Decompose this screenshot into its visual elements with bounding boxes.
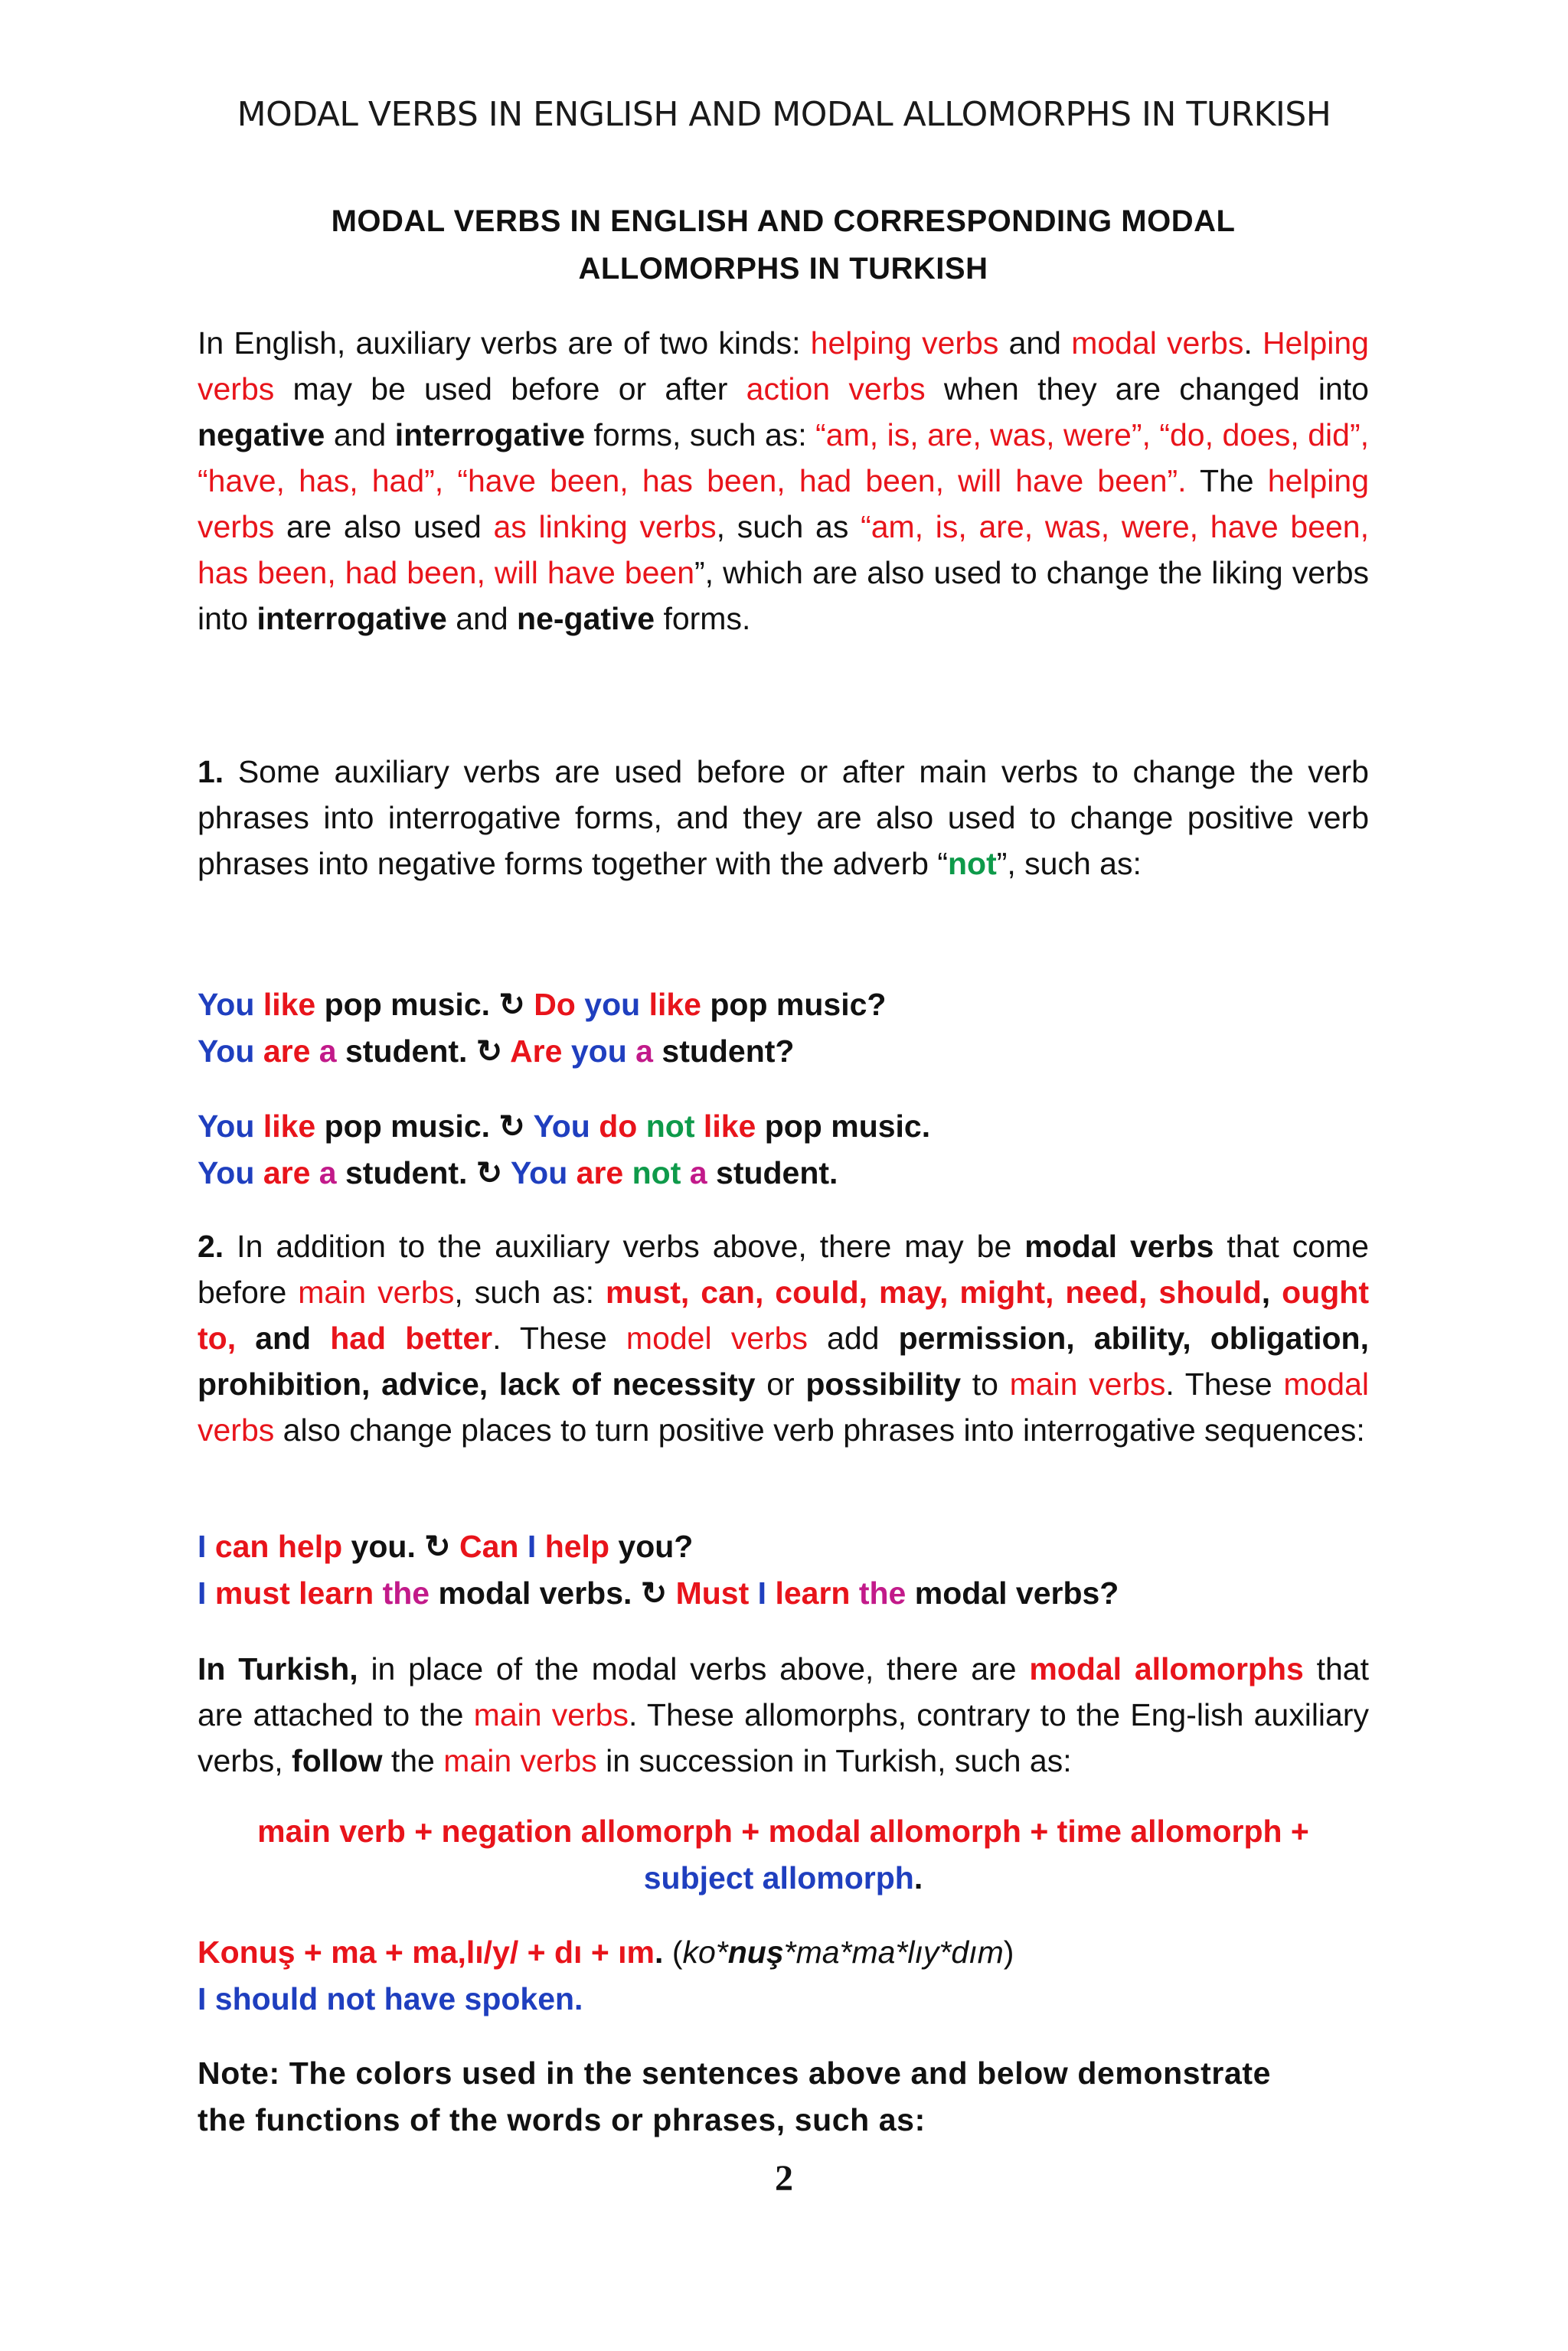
turkish-text: . These allomorphs, contrary to the Eng-lish auxiliary verbs, (198, 1697, 1369, 1778)
example-negation: not (645, 1109, 695, 1144)
term-helping-verbs: helping verbs (198, 463, 1369, 544)
intro-text: when they are changed into (925, 371, 1369, 407)
example-auxiliary: Do (534, 987, 576, 1022)
term-model-verbs: model verbs (626, 1321, 808, 1356)
example-subject: I (198, 1529, 207, 1564)
example-subject: You (198, 1155, 255, 1190)
section-text: , (1261, 1275, 1282, 1310)
example-object: pop music? (710, 987, 887, 1022)
example-article: a (318, 1155, 337, 1190)
example-line (198, 1103, 1369, 1150)
example-article: a (635, 1033, 653, 1069)
turkish-paragraph (198, 1646, 1369, 1784)
example-line (198, 1570, 1369, 1617)
turkish-text: in place of the modal verbs above, there are (358, 1651, 1030, 1687)
section-text: . These (492, 1321, 626, 1356)
term-linking-verbs: as linking verbs (493, 509, 717, 544)
example-verb: like (703, 1109, 756, 1144)
example-verb: are (576, 1155, 624, 1190)
example-subject: I (757, 1575, 767, 1611)
syllable-text: *ma*ma*lıy*dım (783, 1935, 1004, 1970)
term-follow: follow (292, 1743, 383, 1778)
section-text: , such as: (454, 1275, 606, 1310)
turkish-example (198, 1929, 1369, 2023)
title-line-1: MODAL VERBS IN ENGLISH AND CORRESPONDING MODAL (331, 204, 1236, 238)
english-translation: I should not have spoken. (198, 1981, 583, 2016)
intro-text: are also used (274, 509, 494, 544)
example-modal: Can (459, 1529, 519, 1564)
formula-period: . (913, 1860, 923, 1895)
term-main-verbs: main verbs (298, 1275, 455, 1310)
intro-text: and (325, 417, 395, 452)
example-subject: I (527, 1529, 537, 1564)
paren-open: ( (663, 1935, 683, 1970)
example-subject: you (570, 1033, 627, 1069)
intro-text: and (446, 601, 518, 636)
example-verb: help (544, 1529, 609, 1564)
term-helping-verbs: Helping verbs (198, 325, 1369, 407)
turkish-example-line (198, 1929, 1369, 1976)
intro-text: and (998, 325, 1072, 361)
term-main-verbs: main verbs (473, 1697, 629, 1732)
section-1-paragraph (198, 749, 1369, 887)
linking-verb-list: “am, is, are, was, were, have been, has been, had been, will have been (198, 509, 1369, 590)
example-negation: not (632, 1155, 681, 1190)
section-text: or (755, 1367, 806, 1402)
formula-line-1: main verb + negation allomorph + modal allomorph + time allomorph + (257, 1814, 1309, 1849)
term-modal-verbs: modal verbs (1071, 325, 1244, 361)
term-not: not (947, 846, 997, 881)
term-negative: ne-gative (517, 601, 655, 636)
example-period: . (655, 1935, 664, 1970)
section-text: Some auxiliary verbs are used before or after main verbs to change the verb phrases into interrogative forms, and they are also used to change positive verb phrases into negative forms together with the adverb “ (198, 754, 1369, 881)
example-subject: you (584, 987, 641, 1022)
helping-verb-list: “am, is, are, was, were”, “do, does, did”, “have, has, had”, “have been, has been, had been, will have been”. (198, 417, 1369, 498)
section-text: . These (1165, 1367, 1284, 1402)
example-object: you? (618, 1529, 694, 1564)
example-line (198, 1150, 1369, 1197)
term-possibility: possibility (805, 1367, 962, 1402)
intro-text: The (1186, 463, 1268, 498)
modal-ought-to: ought to, (198, 1275, 1369, 1356)
term-modal-verbs: modal verbs (1024, 1229, 1214, 1264)
page-title (198, 198, 1369, 292)
term-helping-verbs: helping verbs (810, 325, 999, 361)
running-header: MODAL VERBS IN ENGLISH AND MODAL ALLOMORPHS IN TURKISH (237, 95, 1331, 134)
example-group-negative (198, 1103, 1369, 1197)
note-line-1: Note: The colors used in the sentences above and below demonstrate (198, 2055, 1272, 2091)
section-text: add (807, 1321, 899, 1356)
example-verb: are (263, 1155, 311, 1190)
stressed-syllable: nuş (727, 1935, 784, 1970)
example-line (198, 1523, 1369, 1570)
note-paragraph (198, 2050, 1369, 2144)
example-object: modal verbs. (438, 1575, 632, 1611)
example-group-modal (198, 1523, 1369, 1617)
section-text: to (961, 1367, 1010, 1402)
example-modal-verb: can help (214, 1529, 343, 1564)
intro-paragraph (198, 320, 1369, 642)
syllable-text: ko* (682, 1935, 728, 1970)
intro-text: . (1243, 325, 1253, 361)
turkish-word-breakdown: Konuş + ma + ma,lı/y/ + dı + ım (198, 1935, 655, 1970)
example-verb: like (648, 987, 701, 1022)
transform-arrow-icon: ↻ (424, 1529, 451, 1564)
allomorph-formula (198, 1808, 1369, 1902)
term-in-turkish: In Turkish, (198, 1651, 358, 1687)
transform-arrow-icon: ↻ (640, 1575, 668, 1611)
term-modal-allomorphs: modal allomorphs (1029, 1651, 1304, 1687)
turkish-text: in succession in Turkish, such as: (596, 1743, 1072, 1778)
example-modal: Must (675, 1575, 750, 1611)
example-line (198, 1028, 1369, 1075)
example-object: pop music. (324, 1109, 491, 1144)
term-action-verbs: action verbs (746, 371, 926, 407)
formula-line-2 (198, 1855, 1369, 1902)
example-auxiliary: do (599, 1109, 638, 1144)
example-verb: Are (510, 1033, 563, 1069)
term-main-verbs: main verbs (443, 1743, 597, 1778)
term-modal-verbs: modal verbs (198, 1367, 1369, 1448)
section-2-paragraph (198, 1223, 1369, 1453)
term-interrogative: interrogative (394, 417, 586, 452)
example-subject: You (198, 1109, 255, 1144)
example-verb: are (263, 1033, 311, 1069)
example-article: the (858, 1575, 906, 1611)
example-subject: I (198, 1575, 207, 1611)
example-object: you. (351, 1529, 416, 1564)
note-line-2: the functions of the words or phrases, such as: (198, 2102, 926, 2137)
intro-text: forms, such as: (585, 417, 816, 452)
section-text: also change places to turn positive verb phrases into interrogative sequences: (274, 1412, 1365, 1448)
example-line (198, 981, 1369, 1028)
example-verb: like (263, 987, 316, 1022)
example-article: a (689, 1155, 707, 1190)
transform-arrow-icon: ↻ (475, 1155, 503, 1190)
example-object: student. (345, 1155, 468, 1190)
section-text: ”, such as: (996, 846, 1142, 881)
example-object: student. (345, 1033, 468, 1069)
example-modal-verb: must learn (214, 1575, 374, 1611)
example-article: the (382, 1575, 430, 1611)
section-number: 1. (198, 754, 224, 789)
intro-text: forms. (655, 601, 751, 636)
example-object: pop music. (324, 987, 491, 1022)
modal-had-better: had better (330, 1321, 493, 1356)
intro-text: In English, auxiliary verbs are of two kinds: (198, 325, 811, 361)
term-negative: negative (198, 417, 325, 452)
example-object: student? (662, 1033, 795, 1069)
modal-function-list: permission, ability, obligation, prohibition, advice, lack of necessity (198, 1321, 1369, 1402)
example-object: pop music. (764, 1109, 931, 1144)
modal-verb-list: must, can, could, may, might, need, should (605, 1275, 1262, 1310)
transform-arrow-icon: ↻ (475, 1033, 503, 1069)
turkish-text: that are attached to the (198, 1651, 1369, 1732)
example-verb: learn (775, 1575, 851, 1611)
example-verb: like (263, 1109, 316, 1144)
example-object: modal verbs? (914, 1575, 1119, 1611)
transform-arrow-icon: ↻ (498, 987, 525, 1022)
page-number: 2 (775, 2158, 793, 2199)
section-text: In addition to the auxiliary verbs above, there may be (224, 1229, 1025, 1264)
paren-close: ) (1003, 1935, 1014, 1970)
example-subject: You (198, 1033, 255, 1069)
transform-arrow-icon: ↻ (498, 1109, 525, 1144)
title-line-2: ALLOMORPHS IN TURKISH (578, 252, 988, 286)
example-subject: You (198, 987, 255, 1022)
turkish-text: the (382, 1743, 444, 1778)
example-group-interrogative (198, 981, 1369, 1075)
example-article: a (318, 1033, 337, 1069)
term-main-verbs: main verbs (1009, 1367, 1166, 1402)
formula-subject-allomorph: subject allomorph (643, 1860, 914, 1895)
section-number: 2. (198, 1229, 224, 1264)
intro-text: may be used before or after (274, 371, 746, 407)
example-subject: You (533, 1109, 590, 1144)
intro-text: , such as (716, 509, 861, 544)
section-text: and (236, 1321, 331, 1356)
example-object: student. (716, 1155, 838, 1190)
section-text: that come before (198, 1229, 1369, 1310)
example-subject: You (510, 1155, 568, 1190)
intro-text: ”, which are also used to change the liking verbs into (198, 555, 1370, 636)
term-interrogative: interrogative (256, 601, 447, 636)
